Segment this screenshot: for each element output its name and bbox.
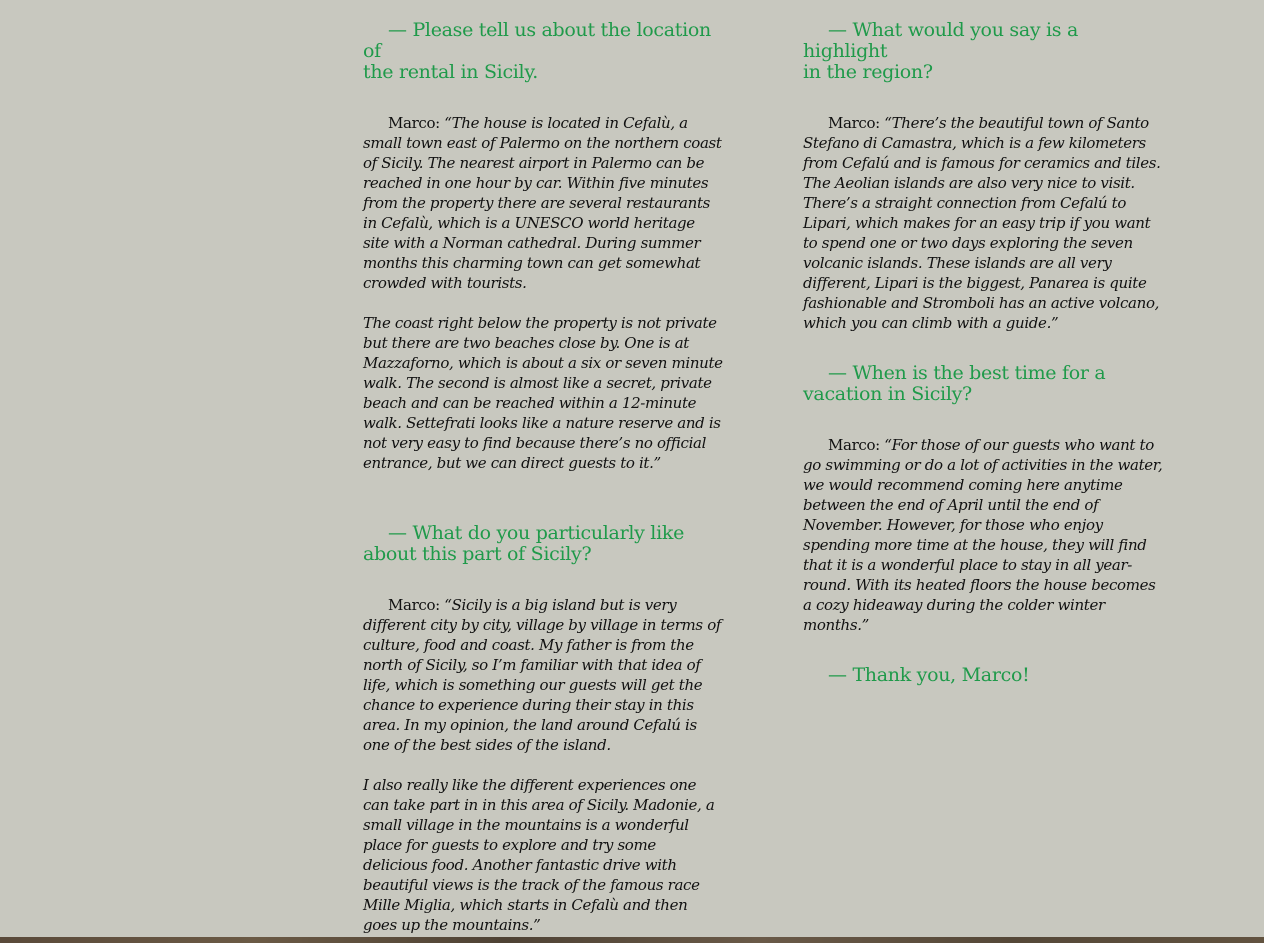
answer-like-p2: I also really like the different experiences one can take part in in this area of Sicily. Madonie, a small village in the mountains is a wonderful place for guests to explore and try some delicious food. Another fantastic drive with beautiful views is the track of the famous race Mille Miglia, which starts in Cefalù and then goes up the mountains.” [363,776,715,934]
answer-best-time: Marco: “For those of our guests who want to go swimming or do a lot of activities in the water, we would recommend coming here anytime between the end of April until the end of November. However, for those who enjoy spending more time at the house, they will find that it is a wonderful place to stay in all year-round. With its heated floors the house becomes a cozy hideaway during the colder winter months.” [803,436,1163,634]
speaker-label: Marco: [388,114,445,132]
closing-thanks: — Thank you, Marco! [828,664,1030,686]
question-highlight: — What would you say is a highlight in the region? [803,19,1079,83]
speaker-label: Marco: [828,114,885,132]
question-like: — What do you particularly like about this part of Sicily? [363,522,685,565]
left-column [363,20,723,935]
question-location: — Please tell us about the location of the rental in Sicily. [363,19,711,83]
question-best-time: — When is the best time for a vacation in Sicily? [803,362,1106,405]
right-column [803,20,1163,686]
answer-like-p1: Marco: “Sicily is a big island but is very different city by city, village by village in terms of culture, food and coast. My father is from the north of Sicily, so I’m familiar with that idea of life, which is something our guests will get the chance to experience during their stay in this area. In my opinion, the land around Cefalú is one of the best sides of the island. [363,596,722,754]
bottom-photo-strip [0,937,1264,943]
speaker-label: Marco: [388,596,445,614]
answer-highlight: Marco: “There’s the beautiful town of Santo Stefano di Camastra, which is a few kilometers from Cefalú and is famous for ceramics and tiles. The Aeolian islands are also very nice to visit. There’s a straight connection from Cefalú to Lipari, which makes for an easy trip if you want to spend one or two days exploring the seven volcanic islands. These islands are all very different, Lipari is the biggest, Panarea is quite fashionable and Stromboli has an active volcano, which you can climb with a guide.” [803,114,1161,332]
answer-location-p1: Marco: “The house is located in Cefalù, a small town east of Palermo on the northern coast of Sicily. The nearest airport in Palermo can be reached in one hour by car. Within five minutes from the property there are several restaurants in Cefalù, which is a UNESCO world heritage site with a Norman cathedral. During summer months this charming town can get somewhat crowded with tourists. [363,114,722,292]
answer-location-p2: The coast right below the property is not private but there are two beaches close by. One is at Mazzaforno, which is about a six or seven minute walk. The second is almost like a secret, private beach and can be reached within a 12-minute walk. Settefrati looks like a nature reserve and is not very easy to find because there’s no official entrance, but we can direct guests to it.” [363,314,723,472]
speaker-label: Marco: [828,436,885,454]
